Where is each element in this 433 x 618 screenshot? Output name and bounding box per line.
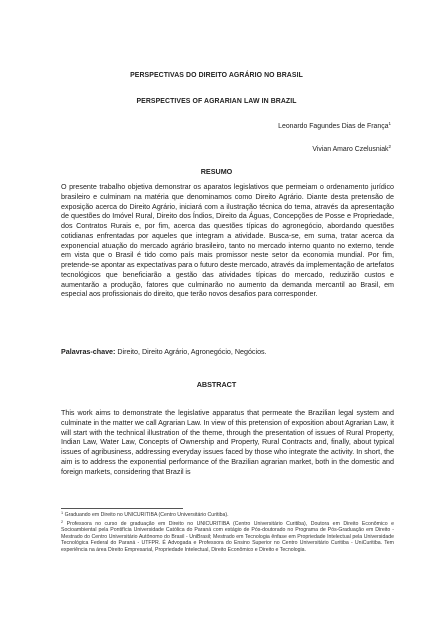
author-2 — [312, 144, 391, 153]
footnote-2-mark: 2 — [61, 519, 64, 524]
author-2-footnote-mark: 2 — [388, 144, 391, 149]
footnote-1 — [61, 510, 394, 519]
footnote-1-text: Graduando em Direito no UNICURITIBA (Centro Universitário Curitiba). — [63, 512, 229, 518]
footnote-1-mark: 1 — [61, 511, 64, 515]
abstract-body: This work aims to demonstrate the legislative apparatus that permeate the Brazilian legal system and culminate in the matter we call Agrarian Law. In view of this pretension of exposition about Agrarian Law, it will start with the technical illustration of the theme, through the presentation of issues of Rural Property, Indian Law, Water Law, Concepts of Ownership and Property, Rural Contracts and, finally, about typical issues of agribusiness, addressing everyday issues faced by those who integrate the activity. In short, the aim is to address the exponential performance of the Brazilian agrarian market, both in the domestic and foreign markets, considering that Brazil is — [61, 409, 394, 476]
abstract-heading: ABSTRACT — [196, 380, 237, 389]
keywords-list: Direito, Direito Agrário, Agronegócio, Negócios. — [115, 348, 267, 356]
keywords — [61, 348, 394, 358]
author-2-name: Vivian Amaro Czelusniak — [312, 146, 389, 153]
keywords-label: Palavras-chave: — [61, 348, 116, 356]
title-portuguese: PERSPECTIVAS DO DIREITO AGRÁRIO NO BRASIL — [130, 72, 303, 79]
footnote-2-text: Professora no curso de graduação em Direito no UNICURITIBA (Centro Universitário Curitiba), Doutora em Direito Econômico e Socioambiental pela Pontifícia Universidade Católica do Paraná com estágio de Pós-doutorado no Programa de Pós-Graduação em Direito - Mestrado do Centro Universitário Autônomo do Brasil - UniBrasil; Mestrado em Tecnologia ênfase em Propriedade Intelectual pela Universidade Tecnológica Federal do Paraná - UTFPR. É Advogada e Professora do Ensino Superior no Centro Universitário Curitiba - UniCuritiba. Tem experiência na área Direito Empresarial, Propriedade Intelectual, Direito Econômico e Direito e Tecnologia. — [61, 520, 394, 553]
title-english: PERSPECTIVES OF AGRARIAN LAW IN BRAZIL — [136, 98, 297, 105]
resumo-body: O presente trabalho objetiva demonstrar os aparatos legislativos que permeiam o ordenamento jurídico brasileiro e culminam na matéria que denominamos como Direito Agrário. Diante desta pretensão de exposição acerca do Direito Agrário, iniciará com a ilustração técnica do tema, através da apresentação de questões do Imóvel Rural, Direito dos Índios, Direito da Águas, Concepções de Posse e Propriedade, dos Contratos Rurais e, por fim, acerca das questões típicas do agronegócio, abordando questões cotidianas enfrentadas por aqueles que integram a atividade. Busca-se, em suma, tratar acerca da exponencial atuação do mercado agrário brasileiro, tanto no mercado interno quanto no externo, tende em vista que o Brasil é tido como país mais promissor neste setor da economia mundial. Por fim, pretende-se apontar as expectativas para o futuro deste mercado, através da implementação de artefatos tecnológicos que beneficiarão a gestão das atividades típicas do mercado, reduzirão custos e aumentarão a produção, fatores que culminarão no aumento da demanda mercantil ao Brasil, em especial aos profissionais do direito, que terão novos desafios para corresponder. — [61, 183, 394, 299]
footnote-2 — [61, 519, 394, 554]
footnote-separator — [61, 508, 183, 509]
footnotes — [61, 510, 394, 554]
author-1-name: Leonardo Fagundes Dias de França — [278, 123, 389, 130]
author-1-footnote-mark: 1 — [388, 121, 391, 126]
resumo-heading: RESUMO — [200, 167, 233, 176]
author-1 — [278, 121, 391, 130]
